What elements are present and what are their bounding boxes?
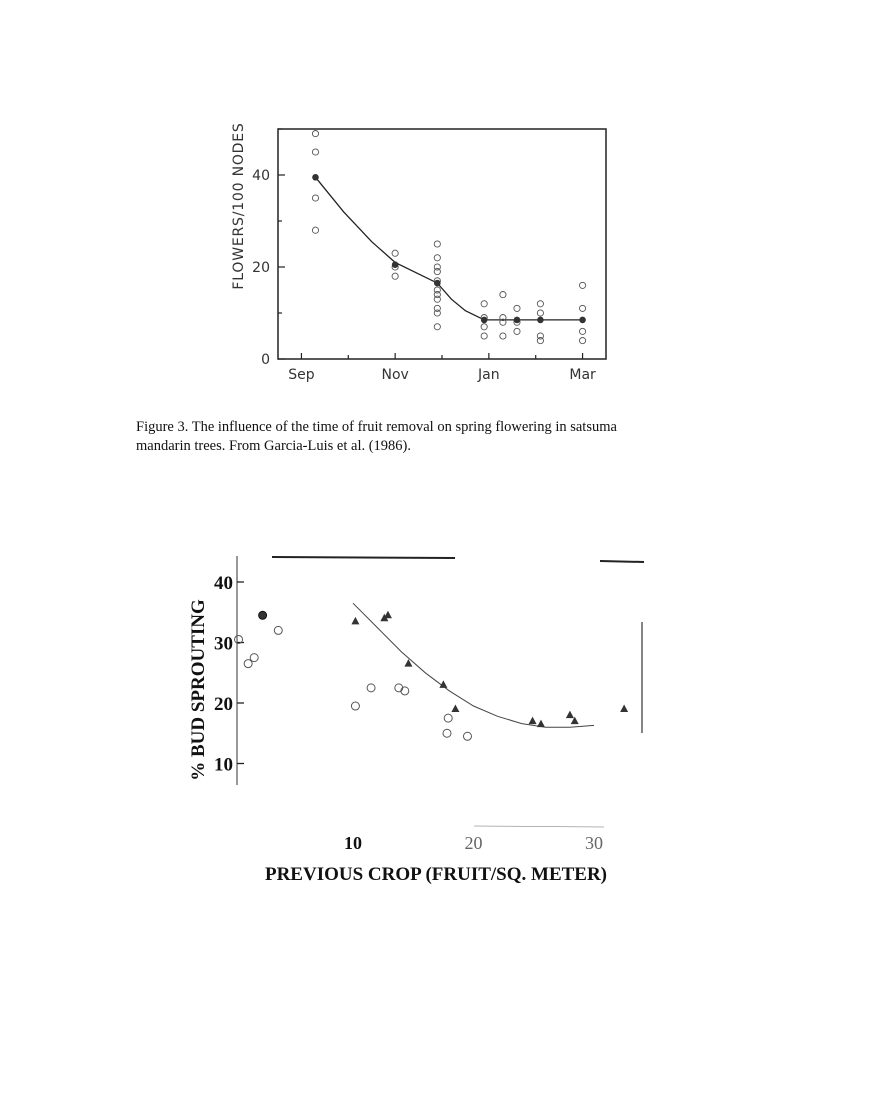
chart2-bottom-border — [474, 826, 604, 827]
caption-line-2: mandarin trees. From Garcia-Luis et al. (1986). — [136, 438, 412, 454]
chart2-top-border-left — [272, 557, 455, 558]
chart1-xtick-label: Jan — [478, 367, 500, 383]
chart2-fit-curve — [353, 603, 594, 727]
chart1-ytick-label: 20 — [252, 260, 270, 276]
chart2-ytick-label: 10 — [214, 754, 233, 776]
chart2-circle-point — [244, 660, 252, 668]
chart2-filled-point — [259, 611, 267, 619]
chart2-ytick-label: 40 — [214, 573, 233, 594]
chart2-xlabel: PREVIOUS CROP (FRUIT/SQ. METER) — [264, 864, 608, 885]
chart2-triangle-point — [537, 720, 545, 728]
chart2-xtick-label: 20 — [464, 833, 483, 853]
chart2-triangle-point — [620, 705, 628, 713]
chart2-xtick-label: 30 — [585, 833, 603, 853]
chart1-ytick-label: 0 — [261, 352, 270, 368]
chart1-ytick-label: 40 — [252, 168, 270, 184]
chart2-triangle-point — [566, 711, 574, 719]
chart2-triangle-point — [451, 705, 459, 713]
chart2-circle-point — [250, 654, 258, 662]
chart2-top-border-right — [600, 561, 644, 562]
chart1-ylabel: FLOWERS/100 NODES — [231, 122, 247, 290]
chart2-ylabel: % BUD SPROUTING — [188, 599, 209, 781]
chart2-triangle-point — [351, 617, 359, 625]
chart2-circle-point — [443, 729, 451, 737]
chart2-circle-point — [351, 702, 359, 710]
chart2-circle-point — [444, 714, 452, 722]
chart2-ytick-label: 20 — [214, 694, 233, 715]
chart2-triangle-point — [384, 611, 392, 619]
chart2-triangle-point — [529, 717, 537, 725]
chart1-xtick-label: Sep — [288, 367, 315, 383]
chart2-xtick-label: 10 — [344, 833, 362, 853]
chart2-circle-point — [274, 626, 282, 634]
chart2-ytick-label: 30 — [214, 633, 233, 655]
chart2-circle-point — [463, 732, 471, 740]
chart1-xtick-label: Mar — [569, 367, 596, 383]
caption-line-1: Figure 3. The influence of the time of fruit removal on spring flowering in satsuma — [136, 419, 617, 435]
chart2-circle-point — [367, 684, 375, 692]
chart1-xtick-label: Nov — [381, 367, 409, 383]
